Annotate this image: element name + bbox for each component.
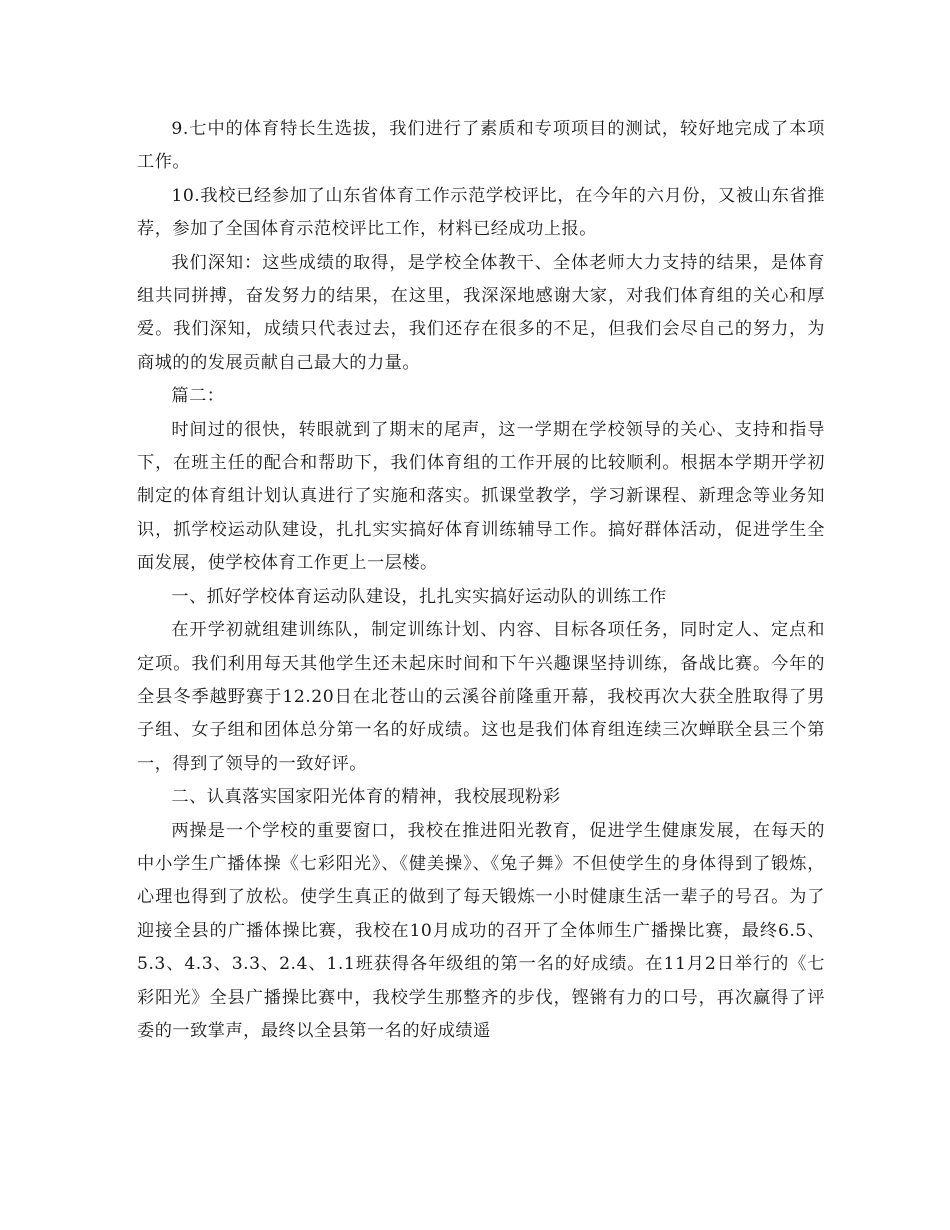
document-body <box>137 113 825 1048</box>
paragraph-exercises: 两操是一个学校的重要窗口，我校在推进阳光教育，促进学生健康发展，在每天的中小学生广播体操《七彩阳光》、《健美操》、《兔子舞》不但使学生的身体得到了锻炼，心理也得到了放松。使学生真正的做到了每天锻炼一小时健康生活一辈子的号召。为了迎接全县的广播体操比赛，我校在10月成功的召开了全体师生广播操比赛，最终6.5、5.3、4.3、3.3、2.4、1.1班获得各年级组的第一名的好成绩。在11月2日举行的《七彩阳光》全县广播操比赛中，我校学生那整齐的步伐，铿锵有力的口号，再次赢得了评委的一致掌声，最终以全县第一名的好成绩遥 <box>137 820 825 1041</box>
paragraph-training: 在开学初就组建训练队，制定训练计划、内容、目标各项任务，同时定人、定点和定项。我们利用每天其他学生还未起床时间和下午兴趣课坚持训练，备战比赛。今年的全县冬季越野赛于12.20日在北苍山的云溪谷前隆重开幕，我校再次大获全胜取得了男子组、女子组和团体总分第一名的好成绩。这也是我们体育组连续三次蝉联全县三个第一，得到了领导的一致好评。 <box>137 620 825 774</box>
section-heading-two: 二、认真落实国家阳光体育的精神，我校展现粉彩 <box>171 787 561 808</box>
paragraph-intro: 时间过的很快，转眼就到了期末的尾声，这一学期在学校领导的关心、支持和指导下，在班主任的配合和帮助下，我们体育组的工作开展的比较顺利。根据本学期开学初制定的体育组计划认真进行了实施和落实。抓课堂教学，学习新课程、新理念等业务知识，抓学校运动队建设，扎扎实实搞好体育训练辅导工作。搞好群体活动，促进学生全面发展，使学校体育工作更上一层楼。 <box>137 419 825 574</box>
paragraph-item-10: 10.我校已经参加了山东省体育工作示范学校评比，在今年的六月份，又被山东省推荐，参加了全国体育示范校评比工作，材料已经成功上报。 <box>137 185 825 240</box>
paragraph-acknowledgement: 我们深知：这些成绩的取得，是学校全体教干、全体老师大力支持的结果，是体育组共同拼搏，奋发努力的结果，在这里，我深深地感谢大家，对我们体育组的关心和厚爱。我们深知，成绩只代表过去，我们还存在很多的不足，但我们会尽自己的努力，为商城的的发展贡献自己最大的力量。 <box>137 252 825 373</box>
section-heading-one: 一、抓好学校体育运动队建设，扎扎实实搞好运动队的训练工作 <box>171 586 667 607</box>
paragraph-item-9: 9.七中的体育特长生选拔，我们进行了素质和专项项目的测试，较好地完成了本项工作。 <box>137 119 825 173</box>
section-heading-part-two: 篇二： <box>171 386 225 407</box>
